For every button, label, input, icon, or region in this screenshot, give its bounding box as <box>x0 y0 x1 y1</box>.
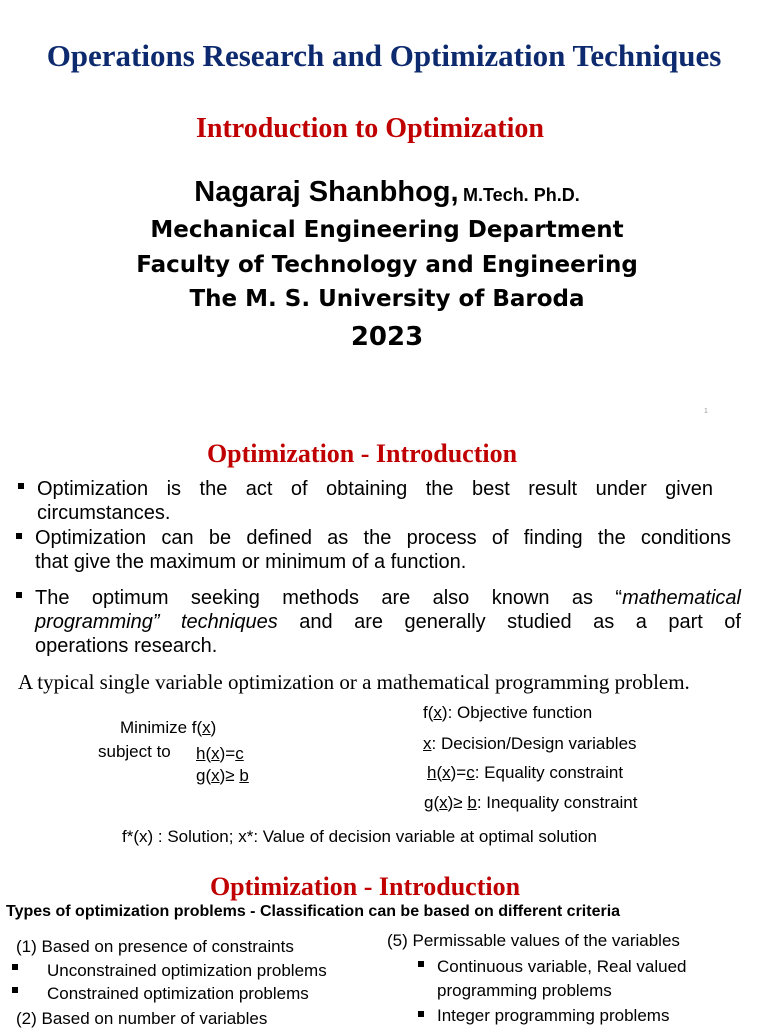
left-heading-variables: (2) Based on number of variables <box>16 1009 268 1028</box>
def-text: : Decision/Design variables <box>431 734 637 753</box>
bullet-marker <box>12 987 18 993</box>
author-line <box>0 176 768 209</box>
bullet-marker <box>418 1011 424 1017</box>
paren: ( <box>427 703 434 722</box>
var-x: x <box>439 793 448 812</box>
year: 2023 <box>350 322 424 352</box>
def-inequality <box>424 793 637 813</box>
bullet3-line1 <box>35 586 741 610</box>
c-const: c <box>235 744 244 763</box>
left-item-constrained: Constrained optimization problems <box>47 984 309 1003</box>
geq-sign: )≥ <box>219 766 240 785</box>
minimize-label: Minimize f( <box>120 718 203 737</box>
var-x: x <box>211 744 220 763</box>
paren: ) <box>210 718 217 737</box>
def-text: : Equality constraint <box>474 763 624 782</box>
faculty: Faculty of Technology and Engineering <box>136 252 638 278</box>
g-func: g <box>196 766 206 785</box>
paren: ) <box>441 703 448 722</box>
paren: ( <box>205 744 212 763</box>
h-func: h <box>427 763 437 782</box>
h-func: h <box>196 744 206 763</box>
bullet-marker <box>12 964 18 970</box>
var-x: x <box>433 703 442 722</box>
var-x: x <box>442 763 451 782</box>
right-item-continuous-2: programming problems <box>437 981 612 1000</box>
bullet3-text: The optimum seeking methods are also known as “ <box>35 587 623 609</box>
eq-sign: )= <box>450 763 467 782</box>
bullet1-line1: Optimization is the act of obtaining the best result under given <box>37 478 713 500</box>
bullet3-text: and are generally studied as a part of <box>277 611 741 633</box>
author-degrees: M.Tech. Ph.D. <box>463 185 580 205</box>
paren: ( <box>433 793 440 812</box>
def-objective <box>423 703 592 723</box>
bullet3-italic: mathematical <box>622 587 741 609</box>
university: The M. S. University of Baroda <box>189 286 585 312</box>
bullet2-line2: that give the maximum or minimum of a function. <box>35 551 467 573</box>
typical-problem: A typical single variable optimization or a mathematical programming problem. <box>18 670 690 694</box>
bullet1-line2: circumstances. <box>37 502 171 524</box>
slide1-subtitle: Introduction to Optimization <box>196 113 544 144</box>
bullet-marker <box>16 533 22 539</box>
eq-sign: )= <box>219 744 236 763</box>
right-item-continuous-1: Continuous variable, Real valued <box>437 957 687 976</box>
geq-sign: )≥ <box>447 793 468 812</box>
def-decision <box>423 734 637 754</box>
left-heading-constraints: (1) Based on presence of constraints <box>16 937 294 956</box>
def-text: : Objective function <box>447 703 593 722</box>
department: Mechanical Engineering Department <box>150 217 624 243</box>
def-text: : Inequality constraint <box>476 793 638 812</box>
bullet-marker <box>418 961 424 967</box>
c-const: c <box>466 763 475 782</box>
f-func: f <box>423 703 428 722</box>
b-const: b <box>239 766 249 785</box>
bullet2-line1: Optimization can be defined as the process of finding the conditions <box>35 527 731 549</box>
def-equality <box>427 763 623 783</box>
inequality-constraint <box>196 766 249 786</box>
subject-to-label: subject to <box>98 742 171 761</box>
b-const: b <box>467 793 477 812</box>
types-heading: Types of optimization problems - Classification can be based on different criteria <box>6 903 621 920</box>
bullet3-line3: operations research. <box>35 635 218 657</box>
bullet-marker <box>16 592 22 598</box>
var-x: x <box>211 766 220 785</box>
var-x: x <box>202 718 211 737</box>
page-number: 1 <box>704 408 708 415</box>
slide3-title: Optimization - Introduction <box>209 872 521 901</box>
right-item-integer: Integer programming problems <box>437 1006 670 1025</box>
slide2-title: Optimization - Introduction <box>206 439 518 468</box>
author-name: Nagaraj Shanbhog, <box>194 176 459 208</box>
left-item-unconstrained: Unconstrained optimization problems <box>47 961 327 980</box>
course-title: Operations Research and Optimization Techniques <box>46 38 722 73</box>
paren: ( <box>205 766 212 785</box>
var-x: x <box>423 734 432 753</box>
minimize-line <box>120 718 216 738</box>
bullet3-line2 <box>35 610 741 634</box>
paren: ( <box>436 763 443 782</box>
right-heading-permissable: (5) Permissable values of the variables <box>387 931 680 950</box>
solution-note: f*(x) : Solution; x*: Value of decision variable at optimal solution <box>122 827 597 846</box>
equality-constraint <box>196 744 244 764</box>
bullet3-italic: programming” techniques <box>35 611 278 633</box>
g-func: g <box>424 793 434 812</box>
bullet-marker <box>18 483 24 489</box>
